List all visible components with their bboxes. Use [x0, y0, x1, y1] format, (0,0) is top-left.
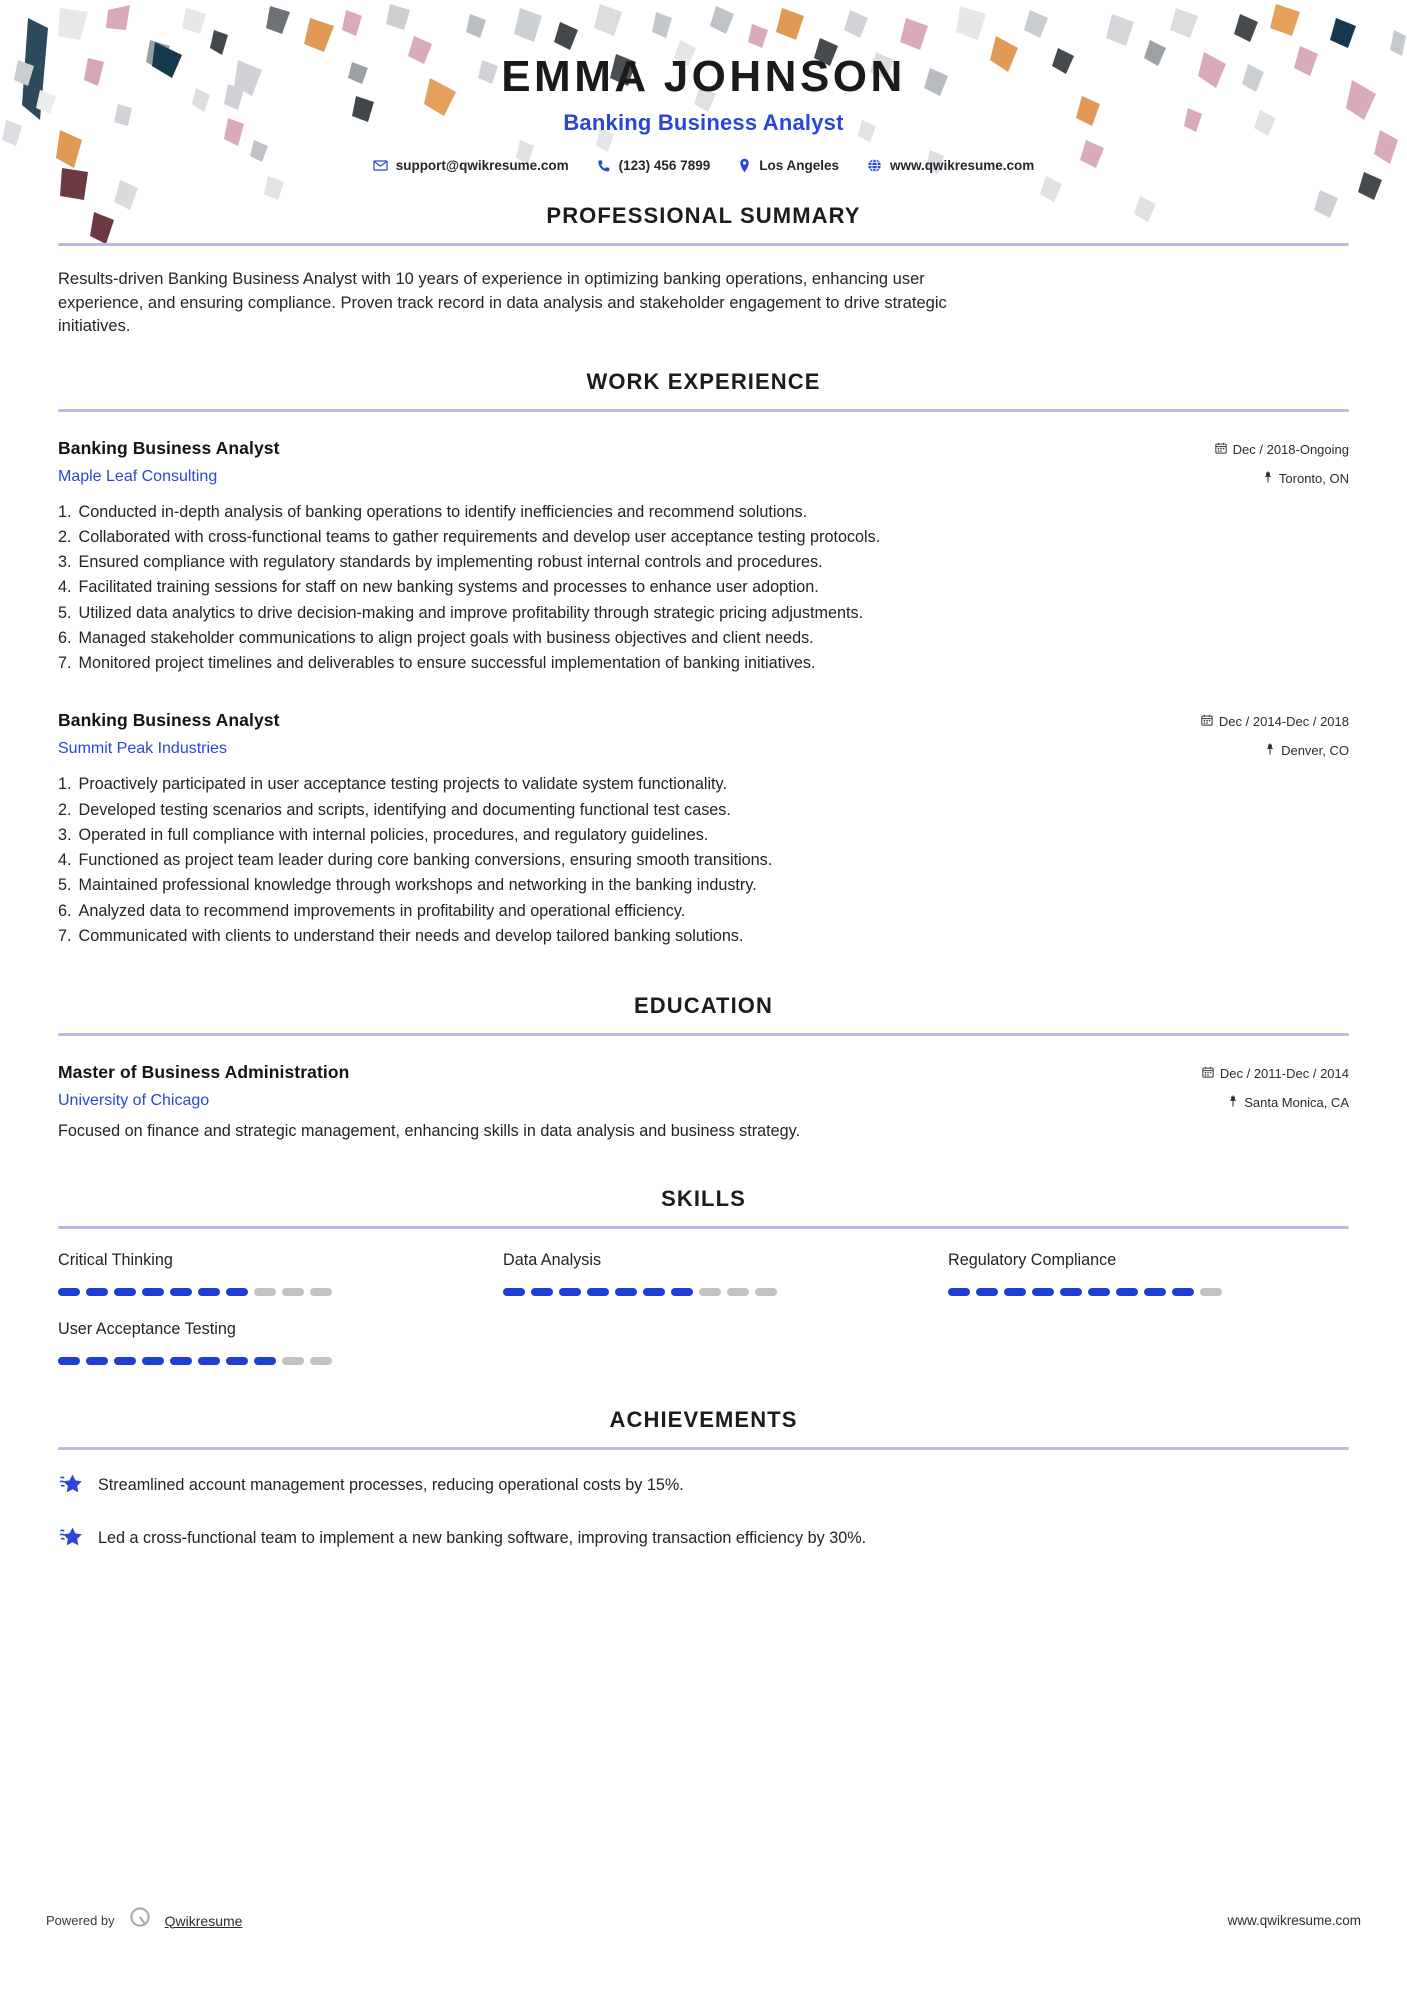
work-entry	[58, 710, 1349, 949]
list-item: 3. Operated in full compliance with internal policies, procedures, and regulatory guidelines.	[58, 823, 1349, 848]
contact-location	[724, 158, 853, 173]
education-entry-meta	[1202, 1062, 1349, 1110]
work-entry-left	[58, 710, 1201, 758]
skill-item	[948, 1251, 1349, 1296]
skill-segment	[170, 1288, 192, 1296]
skill-segment	[615, 1288, 637, 1296]
skill-segment	[254, 1357, 276, 1365]
section-heading-achievements: ACHIEVEMENTS	[609, 1406, 798, 1432]
skill-segment	[671, 1288, 693, 1296]
skill-segment	[755, 1288, 777, 1296]
education-entry	[58, 1062, 1349, 1143]
bullet-text: Ensured compliance with regulatory standards by implementing robust internal controls and procedures.	[78, 553, 823, 572]
skill-segment	[198, 1357, 220, 1365]
footer-website-url[interactable]: www.qwikresume.com	[1227, 1913, 1361, 1928]
contact-email-text: support@qwikresume.com	[395, 158, 569, 174]
powered-by-label: Powered by	[46, 1913, 115, 1928]
skills-grid	[58, 1251, 1349, 1365]
skill-segment	[310, 1357, 332, 1365]
resume-header	[0, 0, 1407, 173]
skill-segment	[58, 1288, 80, 1296]
calendar-icon	[1201, 714, 1213, 729]
skill-segment	[310, 1288, 332, 1296]
work-location-line	[1201, 743, 1349, 758]
skill-segment	[643, 1288, 665, 1296]
education-school[interactable]: University of Chicago	[58, 1092, 210, 1110]
work-date-text: Dec / 2014-Dec / 2018	[1218, 714, 1349, 730]
section-education	[58, 993, 1349, 1143]
skill-segment	[531, 1288, 553, 1296]
skill-segment	[727, 1288, 749, 1296]
map-pin-icon	[1263, 471, 1273, 486]
work-bullet-list	[58, 500, 1349, 677]
work-location-line	[1215, 471, 1349, 486]
achievements-list	[58, 1472, 1349, 1554]
section-heading-skills: SKILLS	[661, 1185, 746, 1211]
brand-name[interactable]: Qwikresume	[164, 1912, 243, 1929]
list-item: 2. Developed testing scenarios and scripts, identifying and documenting functional test cases.	[58, 798, 1349, 823]
star-badge-icon	[58, 1472, 84, 1501]
skill-rating-meter	[58, 1357, 459, 1365]
globe-icon	[867, 158, 882, 173]
skill-segment	[1088, 1288, 1110, 1296]
qwikresume-logo-icon	[127, 1905, 153, 1936]
work-role: Banking Business Analyst	[58, 437, 280, 458]
phone-icon	[597, 159, 611, 173]
skill-segment	[198, 1288, 220, 1296]
skill-segment	[1004, 1288, 1026, 1296]
list-item: 6. Managed stakeholder communications to align project goals with business objectives and client needs.	[58, 626, 1349, 651]
contact-website[interactable]	[853, 158, 1048, 173]
skill-segment	[1200, 1288, 1222, 1296]
work-date-text: Dec / 2018-Ongoing	[1232, 441, 1349, 457]
skill-rating-meter	[503, 1288, 904, 1296]
work-entry	[58, 438, 1349, 677]
list-item	[58, 1472, 1349, 1501]
list-item: 3. Ensured compliance with regulatory standards by implementing robust internal controls and procedures.	[58, 550, 1349, 575]
skill-segment	[226, 1288, 248, 1296]
list-item: 7. Monitored project timelines and deliverables to ensure successful implementation of banking initiatives.	[58, 651, 1349, 676]
bullet-text: Communicated with clients to understand their needs and develop tailored banking solutions.	[78, 926, 744, 945]
list-item: 2. Collaborated with cross-functional teams to gather requirements and develop user acceptance testing protocols.	[58, 525, 1349, 550]
list-item: 1. Conducted in-depth analysis of banking operations to identify inefficiencies and recommend solutions.	[58, 500, 1349, 525]
skill-segment	[114, 1288, 136, 1296]
education-degree: Master of Business Administration	[58, 1062, 350, 1083]
skill-label: User Acceptance Testing	[58, 1319, 236, 1338]
contact-row	[0, 158, 1407, 173]
skill-segment	[1144, 1288, 1166, 1296]
skill-segment	[142, 1288, 164, 1296]
summary-text: Results-driven Banking Business Analyst with 10 years of experience in optimizing banking operations, enhancing user experience, and ensuring compliance. Proven track record in data analysis and stakeholder engagement to drive strategic initiatives.	[58, 270, 947, 336]
bullet-text: Utilized data analytics to drive decision-making and improve profitability through strategic pricing adjustments.	[78, 603, 864, 622]
work-location-text: Denver, CO	[1281, 743, 1349, 759]
section-professional-summary	[58, 203, 1349, 338]
skill-label: Regulatory Compliance	[948, 1250, 1117, 1269]
work-entry-header	[58, 438, 1349, 486]
skill-segment	[559, 1288, 581, 1296]
skill-segment	[254, 1288, 276, 1296]
list-item: 4. Facilitated training sessions for staff on new banking systems and processes to enhance user adoption.	[58, 575, 1349, 600]
contact-phone-text: (123) 456 7899	[618, 158, 711, 174]
section-divider	[58, 1447, 1349, 1450]
skill-item	[58, 1320, 459, 1365]
skill-item	[503, 1251, 904, 1296]
education-entry-left	[58, 1062, 1202, 1110]
header-job-title: Banking Business Analyst	[563, 110, 844, 136]
skill-segment	[948, 1288, 970, 1296]
bullet-text: Developed testing scenarios and scripts, identifying and documenting functional test cases.	[78, 800, 731, 819]
section-work-experience	[58, 369, 1349, 950]
section-skills	[58, 1186, 1349, 1365]
bullet-text: Facilitated training sessions for staff on new banking systems and processes to enhance user adoption.	[78, 578, 819, 597]
skill-segment	[142, 1357, 164, 1365]
skill-segment	[282, 1288, 304, 1296]
work-date-line	[1215, 442, 1349, 457]
skill-rating-meter	[948, 1288, 1349, 1296]
footer-brand-group	[46, 1905, 242, 1936]
work-location-text: Toronto, ON	[1278, 470, 1349, 486]
section-divider	[58, 1033, 1349, 1036]
map-pin-icon	[1228, 1095, 1238, 1110]
education-description: Focused on finance and strategic management, enhancing skills in data analysis and business strategy.	[58, 1122, 801, 1141]
calendar-icon	[1202, 1066, 1214, 1081]
contact-phone[interactable]	[583, 158, 725, 173]
resume-body	[0, 203, 1407, 1553]
work-organization[interactable]: Summit Peak Industries	[58, 740, 227, 758]
skill-segment	[114, 1357, 136, 1365]
skill-segment	[226, 1357, 248, 1365]
skill-rating-meter	[58, 1288, 459, 1296]
section-divider	[58, 243, 1349, 246]
skill-segment	[86, 1357, 108, 1365]
list-item	[58, 1525, 1349, 1554]
work-date-line	[1201, 714, 1349, 729]
star-badge-icon	[58, 1525, 84, 1554]
map-pin-icon	[1265, 743, 1275, 758]
bullet-text: Conducted in-depth analysis of banking operations to identify inefficiencies and recommend solutions.	[78, 502, 808, 521]
achievement-text: Led a cross-functional team to implement a new banking software, improving transaction efficiency by 30%.	[98, 1528, 867, 1547]
page-title: EMMA JOHNSON	[501, 52, 906, 101]
achievement-text: Streamlined account management processes, reducing operational costs by 15%.	[98, 1475, 684, 1494]
bullet-text: Managed stakeholder communications to align project goals with business objectives and client needs.	[78, 628, 814, 647]
skill-segment	[1060, 1288, 1082, 1296]
section-achievements	[58, 1407, 1349, 1554]
list-item: 5. Utilized data analytics to drive decision-making and improve profitability through strategic pricing adjustments.	[58, 601, 1349, 626]
skill-segment	[503, 1288, 525, 1296]
section-divider	[58, 1226, 1349, 1229]
education-date-text: Dec / 2011-Dec / 2014	[1219, 1066, 1349, 1082]
education-entry-header	[58, 1062, 1349, 1110]
skill-segment	[282, 1357, 304, 1365]
page-footer	[0, 1905, 1407, 1936]
work-bullet-list	[58, 772, 1349, 949]
bullet-text: Monitored project timelines and deliverables to ensure successful implementation of banking initiatives.	[78, 654, 816, 673]
bullet-text: Operated in full compliance with internal policies, procedures, and regulatory guidelines.	[78, 825, 709, 844]
skill-segment	[1032, 1288, 1054, 1296]
list-item: 7. Communicated with clients to understand their needs and develop tailored banking solutions.	[58, 924, 1349, 949]
education-location-line	[1202, 1095, 1349, 1110]
skill-label: Data Analysis	[503, 1250, 602, 1269]
skill-label: Critical Thinking	[58, 1250, 173, 1269]
work-entry-left	[58, 438, 1215, 486]
list-item: 5. Maintained professional knowledge through workshops and networking in the banking industry.	[58, 873, 1349, 898]
contact-website-text: www.qwikresume.com	[890, 158, 1035, 174]
section-heading-summary: PROFESSIONAL SUMMARY	[546, 203, 861, 229]
work-role: Banking Business Analyst	[58, 710, 280, 731]
skill-segment	[86, 1288, 108, 1296]
work-entry-header	[58, 710, 1349, 758]
list-item: 4. Functioned as project team leader during core banking conversions, ensuring smooth transitions.	[58, 848, 1349, 873]
bullet-text: Proactively participated in user acceptance testing projects to validate system functionality.	[78, 775, 727, 794]
education-location-text: Santa Monica, CA	[1244, 1095, 1349, 1111]
list-item: 6. Analyzed data to recommend improvements in profitability and operational efficiency.	[58, 899, 1349, 924]
skill-segment	[1116, 1288, 1138, 1296]
location-pin-icon	[738, 158, 751, 173]
contact-email[interactable]	[359, 158, 583, 173]
work-entry-meta	[1201, 710, 1349, 758]
bullet-text: Functioned as project team leader during core banking conversions, ensuring smooth transitions.	[78, 851, 773, 870]
calendar-icon	[1215, 442, 1227, 457]
envelope-icon	[373, 158, 388, 173]
section-heading-education: EDUCATION	[633, 993, 774, 1019]
skill-segment	[976, 1288, 998, 1296]
bullet-text: Maintained professional knowledge through workshops and networking in the banking industry.	[78, 876, 757, 895]
skill-item	[58, 1251, 459, 1296]
education-date-line	[1202, 1066, 1349, 1081]
skill-segment	[1172, 1288, 1194, 1296]
work-entry-meta	[1215, 438, 1349, 486]
skill-segment	[699, 1288, 721, 1296]
section-heading-work: WORK EXPERIENCE	[586, 368, 821, 394]
work-organization[interactable]: Maple Leaf Consulting	[58, 467, 218, 485]
section-divider	[58, 409, 1349, 412]
list-item: 1. Proactively participated in user acceptance testing projects to validate system functionality.	[58, 772, 1349, 797]
bullet-text: Collaborated with cross-functional teams to gather requirements and develop user acceptance testing protocols.	[78, 527, 881, 546]
skill-segment	[58, 1357, 80, 1365]
skill-segment	[587, 1288, 609, 1296]
bullet-text: Analyzed data to recommend improvements in profitability and operational efficiency.	[78, 901, 686, 920]
contact-location-text: Los Angeles	[759, 158, 839, 174]
skill-segment	[170, 1357, 192, 1365]
